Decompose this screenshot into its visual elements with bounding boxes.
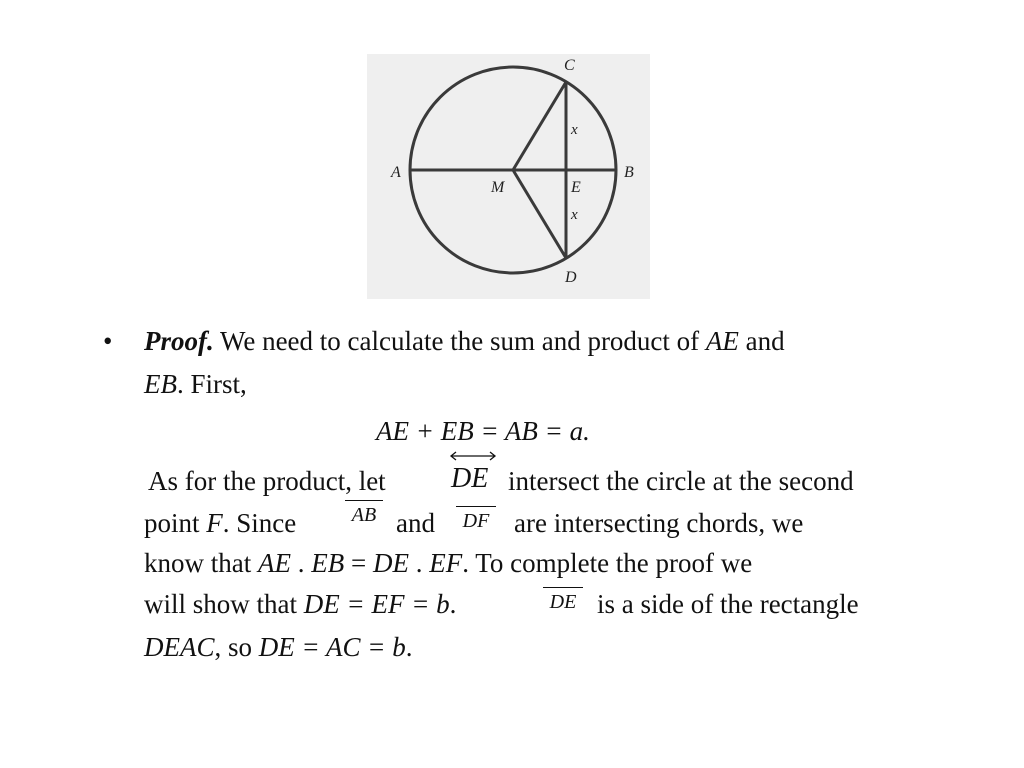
line7-expr: DE = AC = b [258,632,406,662]
text-line-4-left [144,506,296,540]
line2-eb: EB [144,369,177,399]
line3-text1: As for the product, let [148,466,386,496]
segment-ab: AB [345,500,383,525]
line2-text: . First, [177,369,247,399]
label-b: B [624,164,634,181]
line5-dot2: . [408,548,430,578]
line1-text1: We need to calculate the sum and product of [213,326,706,356]
line7-period: . [405,632,413,662]
line6-period: . [449,589,457,619]
line5-text2: . To complete the proof we [462,548,753,578]
label-m: M [491,179,505,196]
formula-text: AE + EB = AB = a. [376,416,590,446]
text-line-6-right [597,587,859,621]
label-e: E [571,179,581,196]
text-line-3-left [148,464,386,498]
circle-diagram-figure [367,54,650,299]
line6-text1: will show that [144,589,304,619]
line4-text2: . Since [222,508,297,538]
label-x-top: x [571,122,578,138]
line6-text2: is a side of the rectangle [597,589,859,619]
line5-de: DE [372,548,409,578]
label-a: A [391,164,401,181]
proof-label: Proof. [144,326,214,356]
text-line-7 [144,630,412,664]
line1-ae: AE [705,326,739,356]
text-line-6-left [144,587,456,621]
line4-f: F [206,508,223,538]
line-de-label: DE [451,463,489,494]
line3-text2: intersect the circle at the second [508,466,854,496]
text-line-1 [144,324,785,358]
double-arrow-icon [448,450,498,462]
segment-de: DE [543,587,583,612]
line5-eq: = [344,548,373,578]
bullet-marker: • [103,326,113,356]
label-d: D [565,269,577,286]
sum-formula [376,414,590,448]
text-line-4-right [514,506,803,540]
line7-text1: , so [214,632,259,662]
line5-eb: EB [311,548,345,578]
line5-dot1: . [291,548,312,578]
text-line-2 [144,367,247,401]
line1-text2: and [738,326,785,356]
line4-text4: are intersecting chords, we [514,508,804,538]
line6-expr: DE = EF = b [303,589,450,619]
text-line-4-mid [396,506,435,540]
line5-ae: AE [258,548,291,578]
text-line-3-right [508,464,854,498]
line4-text1: point [144,508,207,538]
label-x-bottom: x [571,207,578,223]
line5-text1: know that [144,548,258,578]
label-c: C [564,57,575,74]
segment-df: DF [456,506,496,531]
line7-deac: DEAC [144,632,215,662]
line5-ef: EF [429,548,463,578]
line4-text3: and [396,508,435,538]
text-line-5 [144,546,752,580]
circle-diagram [367,54,650,299]
